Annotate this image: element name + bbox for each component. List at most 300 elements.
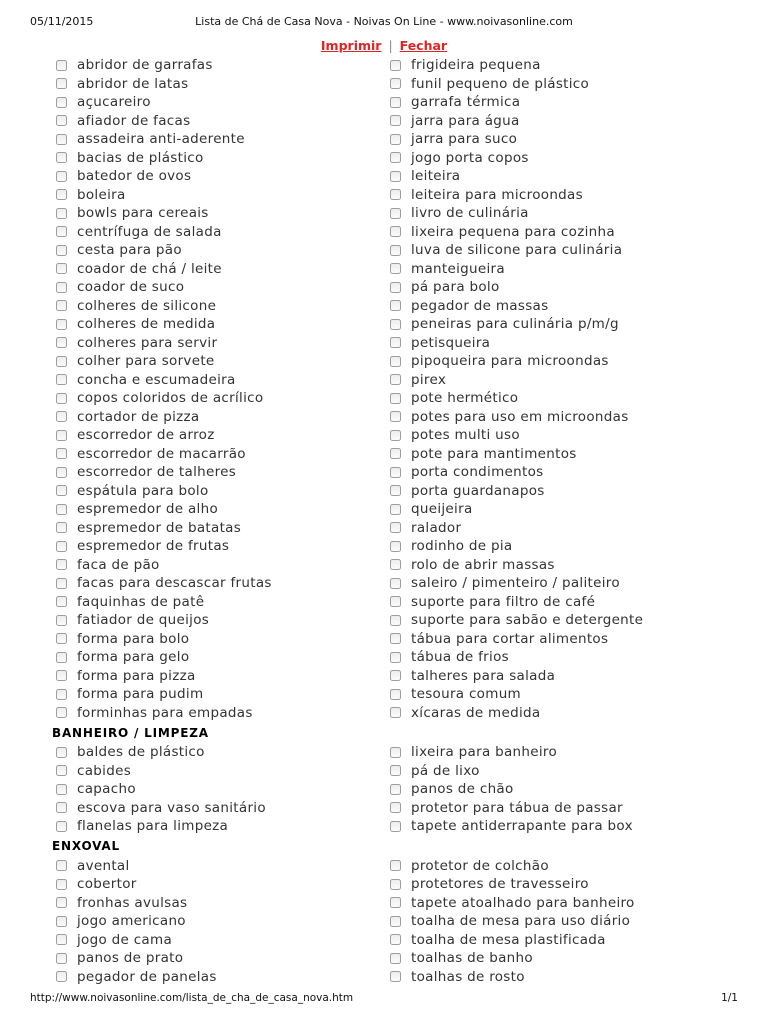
- checklist-item: [54, 894, 384, 913]
- print-link[interactable]: Imprimir: [320, 38, 382, 53]
- item-checkbox[interactable]: [390, 765, 401, 776]
- checklist-item: [388, 389, 738, 408]
- item-checkbox[interactable]: [56, 152, 67, 163]
- checklist-item: [54, 968, 384, 987]
- item-label: petisqueira: [411, 334, 491, 351]
- checklist-item: [54, 445, 384, 464]
- item-label: cesta para pão: [77, 242, 182, 259]
- checklist-item: [388, 574, 738, 593]
- item-checkbox[interactable]: [56, 897, 67, 908]
- checklist-item: [54, 743, 384, 762]
- item-checkbox[interactable]: [56, 319, 67, 330]
- item-label: rodinho de pia: [411, 538, 513, 555]
- item-label: coador de chá / leite: [77, 260, 222, 277]
- item-checkbox[interactable]: [390, 879, 401, 890]
- item-label: protetor para tábua de passar: [411, 799, 623, 816]
- item-checkbox[interactable]: [390, 245, 401, 256]
- item-label: bowls para cereais: [77, 205, 209, 222]
- item-checkbox[interactable]: [390, 411, 401, 422]
- item-checkbox[interactable]: [56, 208, 67, 219]
- item-label: cortador de pizza: [77, 408, 200, 425]
- item-checkbox[interactable]: [56, 747, 67, 758]
- item-checkbox[interactable]: [56, 953, 67, 964]
- item-checkbox[interactable]: [390, 78, 401, 89]
- item-label: potes para uso em microondas: [411, 408, 629, 425]
- checklist-item: [54, 648, 384, 667]
- item-label: fronhas avulsas: [77, 894, 188, 911]
- checklist-item: [388, 685, 738, 704]
- item-checkbox[interactable]: [56, 60, 67, 71]
- item-checkbox[interactable]: [390, 802, 401, 813]
- item-checkbox[interactable]: [390, 897, 401, 908]
- checklist-item: [54, 537, 384, 556]
- item-label: jarra para suco: [411, 131, 518, 148]
- checklist-item: [388, 186, 738, 205]
- item-label: abridor de garrafas: [77, 57, 213, 74]
- item-label: coador de suco: [77, 279, 185, 296]
- item-checkbox[interactable]: [390, 134, 401, 145]
- item-label: queijeira: [411, 501, 473, 518]
- checklist-item: [54, 912, 384, 931]
- item-label: colheres para servir: [77, 334, 218, 351]
- item-label: peneiras para culinária p/m/g: [411, 316, 619, 333]
- item-checkbox[interactable]: [56, 504, 67, 515]
- item-label: copos coloridos de acrílico: [77, 390, 264, 407]
- item-checkbox[interactable]: [390, 596, 401, 607]
- item-label: pote hermético: [411, 390, 519, 407]
- checklist-item: [388, 408, 738, 427]
- item-label: lixeira para banheiro: [411, 744, 558, 761]
- section-header-spacer: [386, 836, 738, 857]
- item-checkbox[interactable]: [390, 115, 401, 126]
- print-footer: [30, 992, 738, 1004]
- print-date: 05/11/2015: [30, 15, 94, 28]
- item-label: assadeira anti-aderente: [77, 131, 245, 148]
- item-label: garrafa térmica: [411, 94, 521, 111]
- checklist-item: [54, 278, 384, 297]
- item-checkbox[interactable]: [390, 707, 401, 718]
- item-checkbox[interactable]: [56, 300, 67, 311]
- item-checkbox[interactable]: [56, 652, 67, 663]
- item-checkbox[interactable]: [56, 541, 67, 552]
- checklist-item: [54, 426, 384, 445]
- checklist-item: [388, 334, 738, 353]
- item-checkbox[interactable]: [390, 578, 401, 589]
- item-label: pegador de massas: [411, 297, 549, 314]
- item-checkbox[interactable]: [56, 934, 67, 945]
- checklist-item: [54, 75, 384, 94]
- item-label: centrífuga de salada: [77, 223, 222, 240]
- checklist-item: [388, 204, 738, 223]
- item-label: cabides: [77, 762, 132, 779]
- checklist-item: [388, 463, 738, 482]
- checklist-item: [388, 537, 738, 556]
- item-checkbox[interactable]: [390, 670, 401, 681]
- item-label: jogo americano: [77, 913, 186, 930]
- item-label: escorredor de macarrão: [77, 445, 246, 462]
- item-label: protetores de travesseiro: [411, 876, 589, 893]
- item-label: tábua para cortar alimentos: [411, 630, 609, 647]
- checklist-item: [54, 667, 384, 686]
- item-checkbox[interactable]: [390, 934, 401, 945]
- checklist-item: [388, 519, 738, 538]
- item-label: tábua de frios: [411, 649, 509, 666]
- item-label: frigideira pequena: [411, 57, 541, 74]
- item-checkbox[interactable]: [56, 189, 67, 200]
- item-checkbox[interactable]: [56, 784, 67, 795]
- item-label: forma para pudim: [77, 686, 204, 703]
- checklist-item: [388, 426, 738, 445]
- print-header: [0, 15, 768, 31]
- checklist-item: [54, 482, 384, 501]
- checklist-item: [54, 762, 384, 781]
- checklist-item: [388, 56, 738, 75]
- item-checkbox[interactable]: [56, 765, 67, 776]
- item-label: pote para mantimentos: [411, 445, 577, 462]
- checklist-item: [388, 611, 738, 630]
- checklist-item: [388, 762, 738, 781]
- checklist-item: [388, 630, 738, 649]
- checklist-item: [54, 241, 384, 260]
- item-label: potes multi uso: [411, 427, 520, 444]
- checklist-item: [54, 112, 384, 131]
- checklist-item: [388, 112, 738, 131]
- item-checkbox[interactable]: [56, 263, 67, 274]
- item-checkbox[interactable]: [56, 97, 67, 108]
- item-label: flanelas para limpeza: [77, 818, 229, 835]
- item-label: boleira: [77, 186, 126, 203]
- checklist-item: [54, 817, 384, 836]
- checklist-item: [388, 968, 738, 987]
- item-checkbox[interactable]: [390, 485, 401, 496]
- checklist-item: [54, 857, 384, 876]
- item-label: fatiador de queijos: [77, 612, 210, 629]
- item-checkbox[interactable]: [390, 356, 401, 367]
- item-checkbox[interactable]: [56, 411, 67, 422]
- item-checkbox[interactable]: [390, 971, 401, 982]
- item-label: protetor de colchão: [411, 857, 549, 874]
- item-label: leiteira para microondas: [411, 186, 583, 203]
- item-label: rolo de abrir massas: [411, 556, 555, 573]
- item-checkbox[interactable]: [56, 171, 67, 182]
- item-label: leiteira: [411, 168, 461, 185]
- item-checkbox[interactable]: [56, 860, 67, 871]
- checklist-item: [388, 949, 738, 968]
- item-checkbox[interactable]: [56, 374, 67, 385]
- checklist-item: [54, 297, 384, 316]
- action-links: [0, 38, 768, 53]
- item-checkbox[interactable]: [56, 467, 67, 478]
- checklist-item: [388, 445, 738, 464]
- page-indicator: 1/1: [721, 992, 738, 1004]
- checklist-item: [388, 482, 738, 501]
- item-label: porta guardanapos: [411, 482, 545, 499]
- item-label: espremedor de alho: [77, 501, 218, 518]
- item-label: afiador de facas: [77, 112, 191, 129]
- item-checkbox[interactable]: [56, 596, 67, 607]
- item-label: pegador de panelas: [77, 968, 217, 985]
- checklist-item: [54, 630, 384, 649]
- item-label: forma para bolo: [77, 630, 190, 647]
- item-label: suporte para sabão e detergente: [411, 612, 644, 629]
- item-label: xícaras de medida: [411, 704, 541, 721]
- item-checkbox[interactable]: [56, 393, 67, 404]
- item-checkbox[interactable]: [56, 821, 67, 832]
- item-checkbox[interactable]: [56, 78, 67, 89]
- checklist-item: [54, 56, 384, 75]
- checklist-item: [54, 167, 384, 186]
- item-checkbox[interactable]: [390, 300, 401, 311]
- checklist-item: [54, 260, 384, 279]
- item-checkbox[interactable]: [390, 208, 401, 219]
- checklist-item: [54, 780, 384, 799]
- item-checkbox[interactable]: [56, 971, 67, 982]
- item-checkbox[interactable]: [390, 821, 401, 832]
- item-checkbox[interactable]: [56, 707, 67, 718]
- item-checkbox[interactable]: [56, 916, 67, 927]
- item-label: facas para descascar frutas: [77, 575, 272, 592]
- item-checkbox[interactable]: [390, 504, 401, 515]
- item-label: espremedor de batatas: [77, 519, 242, 536]
- checklist-item: [54, 931, 384, 950]
- item-label: toalha de mesa plastificada: [411, 931, 606, 948]
- checklist-item: [388, 260, 738, 279]
- checklist-item: [54, 186, 384, 205]
- item-checkbox[interactable]: [56, 430, 67, 441]
- item-label: capacho: [77, 781, 136, 798]
- item-label: livro de culinária: [411, 205, 529, 222]
- item-checkbox[interactable]: [390, 171, 401, 182]
- item-checkbox[interactable]: [56, 879, 67, 890]
- item-label: pipoqueira para microondas: [411, 353, 609, 370]
- item-label: avental: [77, 857, 130, 874]
- item-label: jogo porta copos: [411, 149, 529, 166]
- checklist-item: [388, 931, 738, 950]
- item-checkbox[interactable]: [390, 916, 401, 927]
- item-label: espátula para bolo: [77, 482, 209, 499]
- checklist-item: [54, 130, 384, 149]
- item-label: faca de pão: [77, 556, 160, 573]
- item-label: jogo de cama: [77, 931, 173, 948]
- checklist-item: [388, 857, 738, 876]
- item-checkbox[interactable]: [56, 115, 67, 126]
- item-label: bacias de plástico: [77, 149, 204, 166]
- item-label: tesoura comum: [411, 686, 522, 703]
- item-label: colheres de silicone: [77, 297, 217, 314]
- item-checkbox[interactable]: [390, 633, 401, 644]
- item-label: lixeira pequena para cozinha: [411, 223, 615, 240]
- item-checkbox[interactable]: [56, 802, 67, 813]
- item-checkbox[interactable]: [390, 189, 401, 200]
- checklist-item: [54, 556, 384, 575]
- section-header: ENXOVAL: [52, 839, 120, 853]
- item-checkbox[interactable]: [56, 356, 67, 367]
- checklist-item: [54, 204, 384, 223]
- checklist-item: [388, 352, 738, 371]
- checklist-item: [388, 167, 738, 186]
- checklist-item: [54, 352, 384, 371]
- item-label: panos de chão: [411, 781, 514, 798]
- item-label: batedor de ovos: [77, 168, 192, 185]
- checklist-item: [388, 75, 738, 94]
- checklist-item: [54, 149, 384, 168]
- checklist-item: [54, 704, 384, 723]
- checklist-item: [388, 817, 738, 836]
- checklist-item: [54, 500, 384, 519]
- checklist-column-right: [388, 56, 738, 986]
- checklist-item: [54, 371, 384, 390]
- item-checkbox[interactable]: [390, 152, 401, 163]
- item-label: saleiro / pimenteiro / paliteiro: [411, 575, 620, 592]
- item-checkbox[interactable]: [56, 245, 67, 256]
- checklist-item: [388, 297, 738, 316]
- item-label: luva de silicone para culinária: [411, 242, 623, 259]
- item-checkbox[interactable]: [390, 263, 401, 274]
- item-label: tapete antiderrapante para box: [411, 818, 633, 835]
- item-checkbox[interactable]: [56, 282, 67, 293]
- checklist-item: [388, 278, 738, 297]
- checklist-item: [388, 500, 738, 519]
- item-label: suporte para filtro de café: [411, 593, 596, 610]
- checklist-item: [388, 799, 738, 818]
- item-label: pá de lixo: [411, 762, 480, 779]
- section-header-spacer: [386, 722, 738, 743]
- item-label: escova para vaso sanitário: [77, 799, 266, 816]
- item-checkbox[interactable]: [56, 578, 67, 589]
- checklist-item: [388, 315, 738, 334]
- link-separator: |: [388, 38, 393, 53]
- checklist-item: [388, 667, 738, 686]
- checklist-item: [388, 912, 738, 931]
- item-label: jarra para água: [411, 112, 520, 129]
- item-checkbox[interactable]: [390, 747, 401, 758]
- checklist-item: [54, 799, 384, 818]
- checklist-item: [54, 519, 384, 538]
- item-checkbox[interactable]: [56, 633, 67, 644]
- footer-url: http://www.noivasonline.com/lista_de_cha_de_casa_nova.htm: [30, 992, 354, 1004]
- item-label: forma para gelo: [77, 649, 190, 666]
- item-label: panos de prato: [77, 950, 184, 967]
- checklist-item: [54, 949, 384, 968]
- checklist-item: [54, 875, 384, 894]
- checklist-item: [54, 315, 384, 334]
- close-link[interactable]: Fechar: [399, 38, 448, 53]
- checklist-item: [388, 704, 738, 723]
- item-checkbox[interactable]: [390, 282, 401, 293]
- item-label: tapete atoalhado para banheiro: [411, 894, 635, 911]
- item-checkbox[interactable]: [390, 430, 401, 441]
- checklist-item: [388, 780, 738, 799]
- checklist-item: [388, 241, 738, 260]
- checklist-item: [54, 611, 384, 630]
- checklist-item: [388, 894, 738, 913]
- item-label: manteigueira: [411, 260, 505, 277]
- item-checkbox[interactable]: [56, 226, 67, 237]
- checklist-item: [54, 93, 384, 112]
- item-checkbox[interactable]: [390, 652, 401, 663]
- item-checkbox[interactable]: [390, 467, 401, 478]
- checklist-item: [388, 556, 738, 575]
- item-checkbox[interactable]: [390, 953, 401, 964]
- checklist-item: [388, 593, 738, 612]
- checklist-item: [388, 223, 738, 242]
- item-label: escorredor de arroz: [77, 427, 215, 444]
- item-checkbox[interactable]: [390, 337, 401, 348]
- checklist-item: [388, 93, 738, 112]
- item-label: porta condimentos: [411, 464, 544, 481]
- checklist-item: [388, 875, 738, 894]
- item-checkbox[interactable]: [56, 670, 67, 681]
- item-checkbox[interactable]: [390, 60, 401, 71]
- item-checkbox[interactable]: [390, 97, 401, 108]
- checklist-item: [388, 149, 738, 168]
- item-label: escorredor de talheres: [77, 464, 237, 481]
- item-label: faquinhas de patê: [77, 593, 205, 610]
- item-label: espremedor de frutas: [77, 538, 230, 555]
- checklist-item: [54, 574, 384, 593]
- checklist-item: [54, 408, 384, 427]
- page-title: Lista de Chá de Casa Nova - Noivas On Line - www.noivasonline.com: [195, 15, 573, 28]
- item-checkbox[interactable]: [56, 337, 67, 348]
- checklist-column-left: [54, 56, 384, 986]
- item-checkbox[interactable]: [390, 784, 401, 795]
- item-checkbox[interactable]: [390, 319, 401, 330]
- item-label: funil pequeno de plástico: [411, 75, 590, 92]
- checklist-item: [388, 648, 738, 667]
- item-checkbox[interactable]: [56, 689, 67, 700]
- item-checkbox[interactable]: [390, 541, 401, 552]
- item-label: concha e escumadeira: [77, 371, 236, 388]
- item-label: toalha de mesa para uso diário: [411, 913, 631, 930]
- item-label: forma para pizza: [77, 667, 196, 684]
- item-checkbox[interactable]: [390, 448, 401, 459]
- item-checkbox[interactable]: [56, 134, 67, 145]
- item-checkbox[interactable]: [56, 615, 67, 626]
- item-label: ralador: [411, 519, 462, 536]
- checklist-item: [54, 223, 384, 242]
- item-checkbox[interactable]: [390, 689, 401, 700]
- item-label: forminhas para empadas: [77, 704, 253, 721]
- item-checkbox[interactable]: [390, 522, 401, 533]
- item-checkbox[interactable]: [390, 860, 401, 871]
- item-checkbox[interactable]: [56, 448, 67, 459]
- checklist-item: [388, 130, 738, 149]
- item-label: açucareiro: [77, 94, 151, 111]
- item-label: baldes de plástico: [77, 744, 205, 761]
- checklist-item: [388, 743, 738, 762]
- item-checkbox[interactable]: [390, 374, 401, 385]
- item-label: pirex: [411, 371, 447, 388]
- item-checkbox[interactable]: [390, 226, 401, 237]
- section-header: BANHEIRO / LIMPEZA: [52, 725, 209, 740]
- item-checkbox[interactable]: [56, 485, 67, 496]
- item-checkbox[interactable]: [56, 522, 67, 533]
- checklist-item: [388, 371, 738, 390]
- item-checkbox[interactable]: [56, 559, 67, 570]
- checklist-item: [54, 593, 384, 612]
- checklist-item: [54, 334, 384, 353]
- item-checkbox[interactable]: [390, 393, 401, 404]
- item-label: cobertor: [77, 876, 137, 893]
- item-checkbox[interactable]: [390, 615, 401, 626]
- item-label: colheres de medida: [77, 316, 216, 333]
- checklist-item: [54, 389, 384, 408]
- item-label: talheres para salada: [411, 667, 556, 684]
- item-checkbox[interactable]: [390, 559, 401, 570]
- item-label: abridor de latas: [77, 75, 189, 92]
- item-label: toalhas de banho: [411, 950, 533, 967]
- item-label: pá para bolo: [411, 279, 500, 296]
